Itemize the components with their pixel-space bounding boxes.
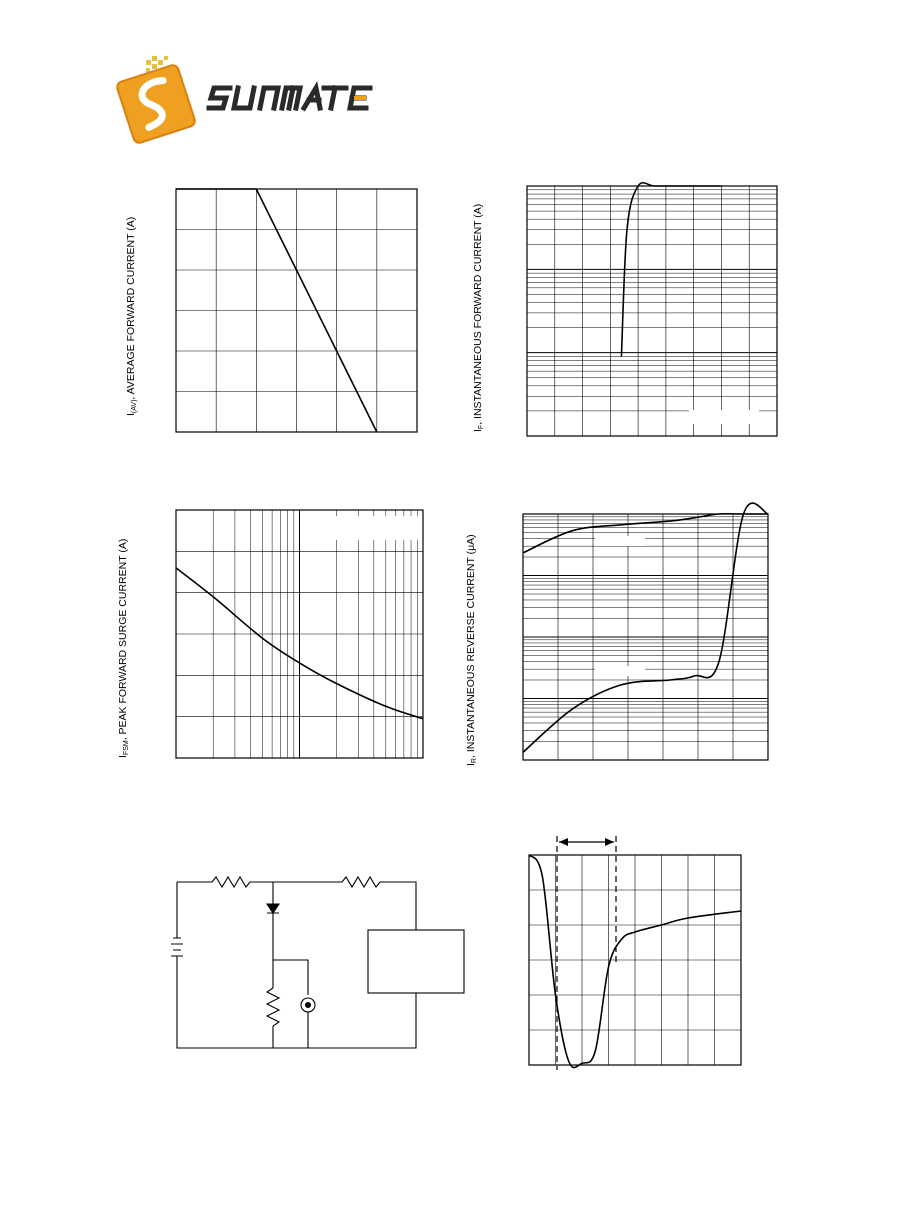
test-circuit-diagram — [170, 872, 470, 1052]
fig3-y-axis-label: $I_{FSM}$, PEAK FORWARD SURGE CURRENT (A) — [117, 538, 130, 758]
fig4-y-axis-label: $I_R$, INSTANTANEOUS REVERSE CURRENT (μA) — [465, 534, 478, 766]
fig3-legend-box — [336, 516, 418, 540]
logo-wordmark — [208, 84, 398, 114]
trr-arrow-left-icon — [559, 838, 568, 846]
plot-frame — [527, 186, 777, 436]
oscilloscope-box — [368, 930, 464, 993]
fig4-legend-box-1 — [595, 536, 645, 546]
resistor-top-right-icon — [342, 877, 380, 887]
battery-icon — [171, 938, 183, 956]
fig4-legend-box-2 — [595, 666, 645, 676]
fig1-y-axis-label: $I_{(AV)}$, AVERAGE FORWARD CURRENT (A) — [125, 216, 138, 416]
diode-icon — [267, 904, 279, 913]
fig2-legend-box — [689, 410, 759, 424]
resistor-vertical-icon — [267, 988, 279, 1026]
resistor-top-left-icon — [212, 877, 250, 887]
fig4-plot — [523, 514, 768, 760]
fig2-y-axis-label: $I_F$, INSTANTANEOUS FORWARD CURRENT (A) — [472, 203, 485, 432]
fig3-plot — [176, 510, 423, 758]
fig1-plot — [176, 189, 417, 432]
fig2-plot — [527, 186, 777, 436]
trr-dimension-marker — [552, 832, 632, 1072]
trr-arrow-right-icon — [605, 838, 614, 846]
